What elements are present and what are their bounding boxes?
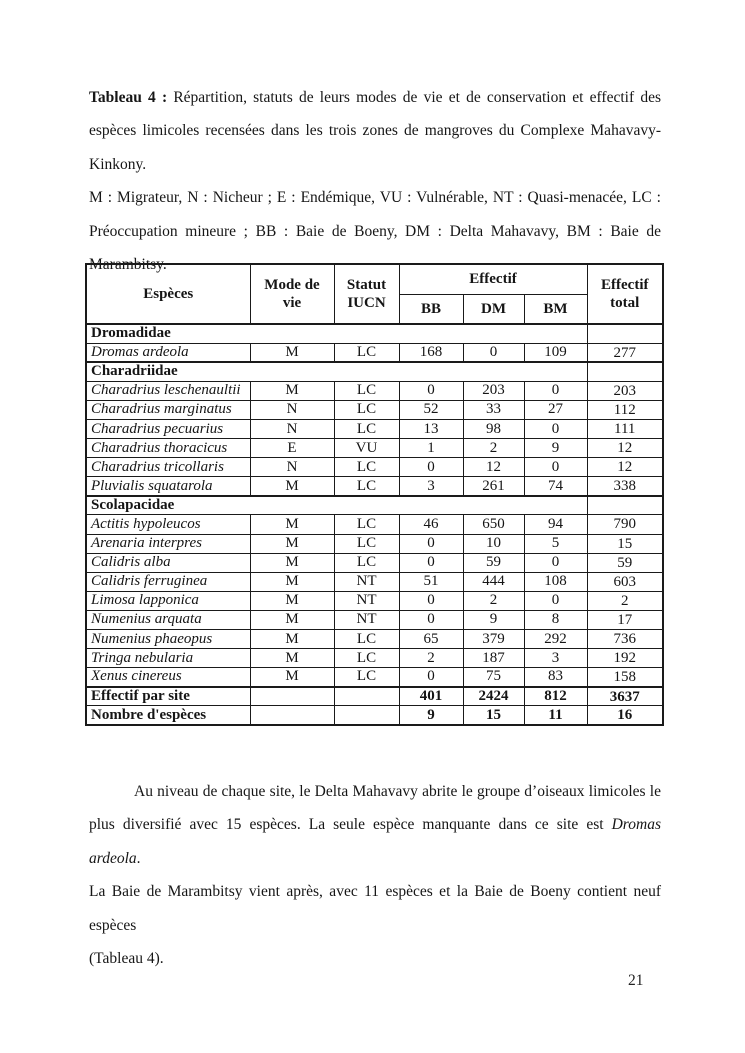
species-name-cell: Charadrius marginatus xyxy=(86,400,250,419)
species-row xyxy=(86,591,663,610)
closing-line-2 xyxy=(89,808,661,875)
species-row xyxy=(86,630,663,649)
effectif-total-cell: 15 xyxy=(587,534,663,553)
effectif-total-cell: 111 xyxy=(587,419,663,438)
iucn-cell xyxy=(334,687,399,706)
count-dm-cell: 261 xyxy=(463,477,524,496)
mode-cell: N xyxy=(250,419,334,438)
family-section-row xyxy=(86,496,663,515)
count-bm-cell: 108 xyxy=(524,572,587,591)
effectif-total-cell: 203 xyxy=(587,381,663,400)
effectif-total-cell xyxy=(587,496,663,515)
closing-line-3: La Baie de Marambitsy vient après, avec 11 espèces et la Baie de Boeny contient neuf espèces xyxy=(89,883,661,934)
summary-row xyxy=(86,706,663,725)
count-bb-cell: 0 xyxy=(399,553,463,572)
count-dm-cell: 33 xyxy=(463,400,524,419)
species-row xyxy=(86,572,663,591)
effectif-total-cell: 192 xyxy=(587,649,663,668)
count-dm-cell: 10 xyxy=(463,534,524,553)
count-bb-cell: 2 xyxy=(399,649,463,668)
iucn-cell xyxy=(334,706,399,725)
header-row-1 xyxy=(86,264,663,294)
effectif-total-cell: 603 xyxy=(587,572,663,591)
effectif-total-cell xyxy=(587,362,663,381)
count-dm-cell: 59 xyxy=(463,553,524,572)
effectif-total-cell: 12 xyxy=(587,439,663,458)
count-bm-cell: 74 xyxy=(524,477,587,496)
closing-line-1: Au niveau de chaque site, le Delta Mahavavy abrite le groupe d’oiseaux limicoles le xyxy=(134,783,661,800)
count-bm-cell: 94 xyxy=(524,515,587,534)
effectif-total-cell: 277 xyxy=(587,343,663,362)
species-row xyxy=(86,419,663,438)
species-row xyxy=(86,477,663,496)
count-dm-cell: 98 xyxy=(463,419,524,438)
count-dm-cell: 2 xyxy=(463,591,524,610)
header-effectif-total xyxy=(587,264,663,324)
header-especes: Espèces xyxy=(86,264,250,324)
count-bm-cell: 0 xyxy=(524,381,587,400)
species-name-cell: Numenius arquata xyxy=(86,610,250,629)
effectif-total-cell: 158 xyxy=(587,668,663,687)
header-statut-line1: Statut xyxy=(346,277,387,293)
legend-line-1: M : Migrateur, N : Nicheur ; E : Endémique, VU : Vulnérable, NT : Quasi-menacée, LC : xyxy=(89,189,661,207)
count-bb-cell: 52 xyxy=(399,400,463,419)
effectif-total-cell: 736 xyxy=(587,630,663,649)
mode-cell: M xyxy=(250,343,334,362)
species-row xyxy=(86,439,663,458)
iucn-cell: LC xyxy=(334,534,399,553)
closing-line-2-period: . xyxy=(136,849,141,867)
mode-cell: M xyxy=(250,649,334,668)
mode-cell: M xyxy=(250,668,334,687)
count-bb-cell: 46 xyxy=(399,515,463,534)
effectif-total-cell: 338 xyxy=(587,477,663,496)
species-name-cell: Limosa lapponica xyxy=(86,591,250,610)
count-bm-cell: 9 xyxy=(524,439,587,458)
family-section-row xyxy=(86,362,663,381)
legend-line-3: Marambitsy. xyxy=(89,256,167,274)
count-bm-cell: 109 xyxy=(524,343,587,362)
iucn-cell: LC xyxy=(334,477,399,496)
count-dm-cell: 650 xyxy=(463,515,524,534)
mode-cell: E xyxy=(250,439,334,458)
species-name-cell: Numenius phaeopus xyxy=(86,630,250,649)
species-name-cell: Charadrius leschenaultii xyxy=(86,381,250,400)
count-bm-cell: 0 xyxy=(524,553,587,572)
caption-line-1 xyxy=(89,81,661,114)
summary-label-cell: Effectif par site xyxy=(86,687,250,706)
mode-cell: M xyxy=(250,610,334,629)
mode-cell: M xyxy=(250,381,334,400)
mode-cell: M xyxy=(250,572,334,591)
effectif-total-cell: 59 xyxy=(587,553,663,572)
family-name-cell: Scolapacidae xyxy=(86,496,587,515)
effectif-total-cell: 790 xyxy=(587,515,663,534)
species-row xyxy=(86,381,663,400)
count-dm-cell: 0 xyxy=(463,343,524,362)
iucn-cell: LC xyxy=(334,649,399,668)
species-name-cell: Calidris ferruginea xyxy=(86,572,250,591)
header-site-bb: BB xyxy=(399,294,463,324)
species-name-cell: Dromas ardeola xyxy=(86,343,250,362)
count-dm-cell: 75 xyxy=(463,668,524,687)
header-statut-line2: IUCN xyxy=(347,295,386,311)
mode-cell: M xyxy=(250,534,334,553)
count-dm-cell: 444 xyxy=(463,572,524,591)
caption-line-3: Kinkony. xyxy=(89,155,147,173)
effectif-total-cell: 16 xyxy=(587,706,663,725)
table-caption-paragraph xyxy=(89,81,661,281)
legend-line-2: Préoccupation mineure ; BB : Baie de Boeny, DM : Delta Mahavavy, BM : Baie de xyxy=(89,222,661,240)
table-header xyxy=(86,264,663,324)
header-statut-iucn xyxy=(334,264,399,324)
iucn-cell: NT xyxy=(334,610,399,629)
mode-cell: N xyxy=(250,400,334,419)
count-bb-cell: 9 xyxy=(399,706,463,725)
closing-line-2-text: plus diversifié avec 15 espèces. La seule espèce manquante dans ce site est xyxy=(89,816,612,834)
count-bb-cell: 0 xyxy=(399,458,463,477)
count-bm-cell: 812 xyxy=(524,687,587,706)
header-site-bm: BM xyxy=(524,294,587,324)
mode-cell: M xyxy=(250,591,334,610)
iucn-cell: VU xyxy=(334,439,399,458)
count-dm-cell: 2 xyxy=(463,439,524,458)
count-dm-cell: 187 xyxy=(463,649,524,668)
family-name-cell: Dromadidae xyxy=(86,324,587,343)
count-bm-cell: 0 xyxy=(524,591,587,610)
mode-cell: M xyxy=(250,630,334,649)
effectif-total-cell xyxy=(587,324,663,343)
header-total-line1: Effectif xyxy=(601,277,649,293)
count-bm-cell: 3 xyxy=(524,649,587,668)
effectif-total-cell: 17 xyxy=(587,610,663,629)
count-dm-cell: 203 xyxy=(463,381,524,400)
species-name-cell: Actitis hypoleucos xyxy=(86,515,250,534)
species-row xyxy=(86,610,663,629)
header-mode-line1: Mode de xyxy=(264,277,320,293)
summary-row xyxy=(86,687,663,706)
species-name-cell: Charadrius thoracicus xyxy=(86,439,250,458)
effectif-total-cell: 112 xyxy=(587,400,663,419)
species-row xyxy=(86,458,663,477)
mode-cell: M xyxy=(250,477,334,496)
count-dm-cell: 15 xyxy=(463,706,524,725)
species-table-wrapper xyxy=(85,263,664,726)
species-name-cell: Calidris alba xyxy=(86,553,250,572)
species-name-cell: Charadrius tricollaris xyxy=(86,458,250,477)
iucn-cell: LC xyxy=(334,381,399,400)
count-bb-cell: 0 xyxy=(399,381,463,400)
iucn-cell: NT xyxy=(334,572,399,591)
count-bm-cell: 83 xyxy=(524,668,587,687)
species-row xyxy=(86,343,663,362)
iucn-cell: LC xyxy=(334,668,399,687)
count-bm-cell: 8 xyxy=(524,610,587,629)
species-row xyxy=(86,553,663,572)
summary-label-cell: Nombre d'espèces xyxy=(86,706,250,725)
effectif-total-cell: 12 xyxy=(587,458,663,477)
mode-cell: M xyxy=(250,515,334,534)
mode-cell xyxy=(250,687,334,706)
caption-line-2: espèces limicoles recensées dans les trois zones de mangroves du Complexe Mahavavy- xyxy=(89,122,661,140)
count-bm-cell: 27 xyxy=(524,400,587,419)
caption-bold-prefix: Tableau 4 : xyxy=(89,89,168,106)
count-dm-cell: 2424 xyxy=(463,687,524,706)
count-bb-cell: 168 xyxy=(399,343,463,362)
mode-cell xyxy=(250,706,334,725)
species-name-cell: Xenus cinereus xyxy=(86,668,250,687)
count-bb-cell: 0 xyxy=(399,534,463,553)
species-row xyxy=(86,534,663,553)
species-name-cell: Arenaria interpres xyxy=(86,534,250,553)
count-dm-cell: 9 xyxy=(463,610,524,629)
iucn-cell: LC xyxy=(334,343,399,362)
species-row xyxy=(86,515,663,534)
count-bb-cell: 401 xyxy=(399,687,463,706)
effectif-total-cell: 3637 xyxy=(587,687,663,706)
page-number: 21 xyxy=(628,972,644,989)
header-mode-line2: vie xyxy=(282,295,302,311)
family-section-row xyxy=(86,324,663,343)
count-bm-cell: 11 xyxy=(524,706,587,725)
count-bm-cell: 292 xyxy=(524,630,587,649)
species-row xyxy=(86,400,663,419)
iucn-cell: LC xyxy=(334,400,399,419)
species-row xyxy=(86,668,663,687)
closing-line-4: (Tableau 4). xyxy=(89,950,164,968)
mode-cell: M xyxy=(250,553,334,572)
species-table xyxy=(85,263,664,726)
header-effectif: Effectif xyxy=(399,264,587,294)
table-body xyxy=(86,324,663,725)
count-bb-cell: 65 xyxy=(399,630,463,649)
caption-line-1-rest: Répartition, statuts de leurs modes de vie et de conservation et effectif des xyxy=(167,89,661,106)
count-dm-cell: 12 xyxy=(463,458,524,477)
iucn-cell: LC xyxy=(334,553,399,572)
iucn-cell: NT xyxy=(334,591,399,610)
iucn-cell: LC xyxy=(334,515,399,534)
species-name-italic: Dromas ardeola xyxy=(89,816,661,867)
header-site-dm: DM xyxy=(463,294,524,324)
species-name-cell: Pluvialis squatarola xyxy=(86,477,250,496)
mode-cell: N xyxy=(250,458,334,477)
count-bm-cell: 0 xyxy=(524,419,587,438)
family-name-cell: Charadriidae xyxy=(86,362,587,381)
count-bb-cell: 51 xyxy=(399,572,463,591)
count-bb-cell: 0 xyxy=(399,668,463,687)
count-bb-cell: 0 xyxy=(399,610,463,629)
header-mode-de-vie xyxy=(250,264,334,324)
closing-paragraph xyxy=(89,775,661,975)
species-name-cell: Charadrius pecuarius xyxy=(86,419,250,438)
header-total-line2: total xyxy=(610,295,640,311)
iucn-cell: LC xyxy=(334,419,399,438)
species-name-cell: Tringa nebularia xyxy=(86,649,250,668)
species-row xyxy=(86,649,663,668)
count-bb-cell: 0 xyxy=(399,591,463,610)
count-bm-cell: 5 xyxy=(524,534,587,553)
iucn-cell: LC xyxy=(334,630,399,649)
count-bb-cell: 3 xyxy=(399,477,463,496)
effectif-total-cell: 2 xyxy=(587,591,663,610)
count-bb-cell: 1 xyxy=(399,439,463,458)
count-dm-cell: 379 xyxy=(463,630,524,649)
iucn-cell: LC xyxy=(334,458,399,477)
count-bb-cell: 13 xyxy=(399,419,463,438)
count-bm-cell: 0 xyxy=(524,458,587,477)
